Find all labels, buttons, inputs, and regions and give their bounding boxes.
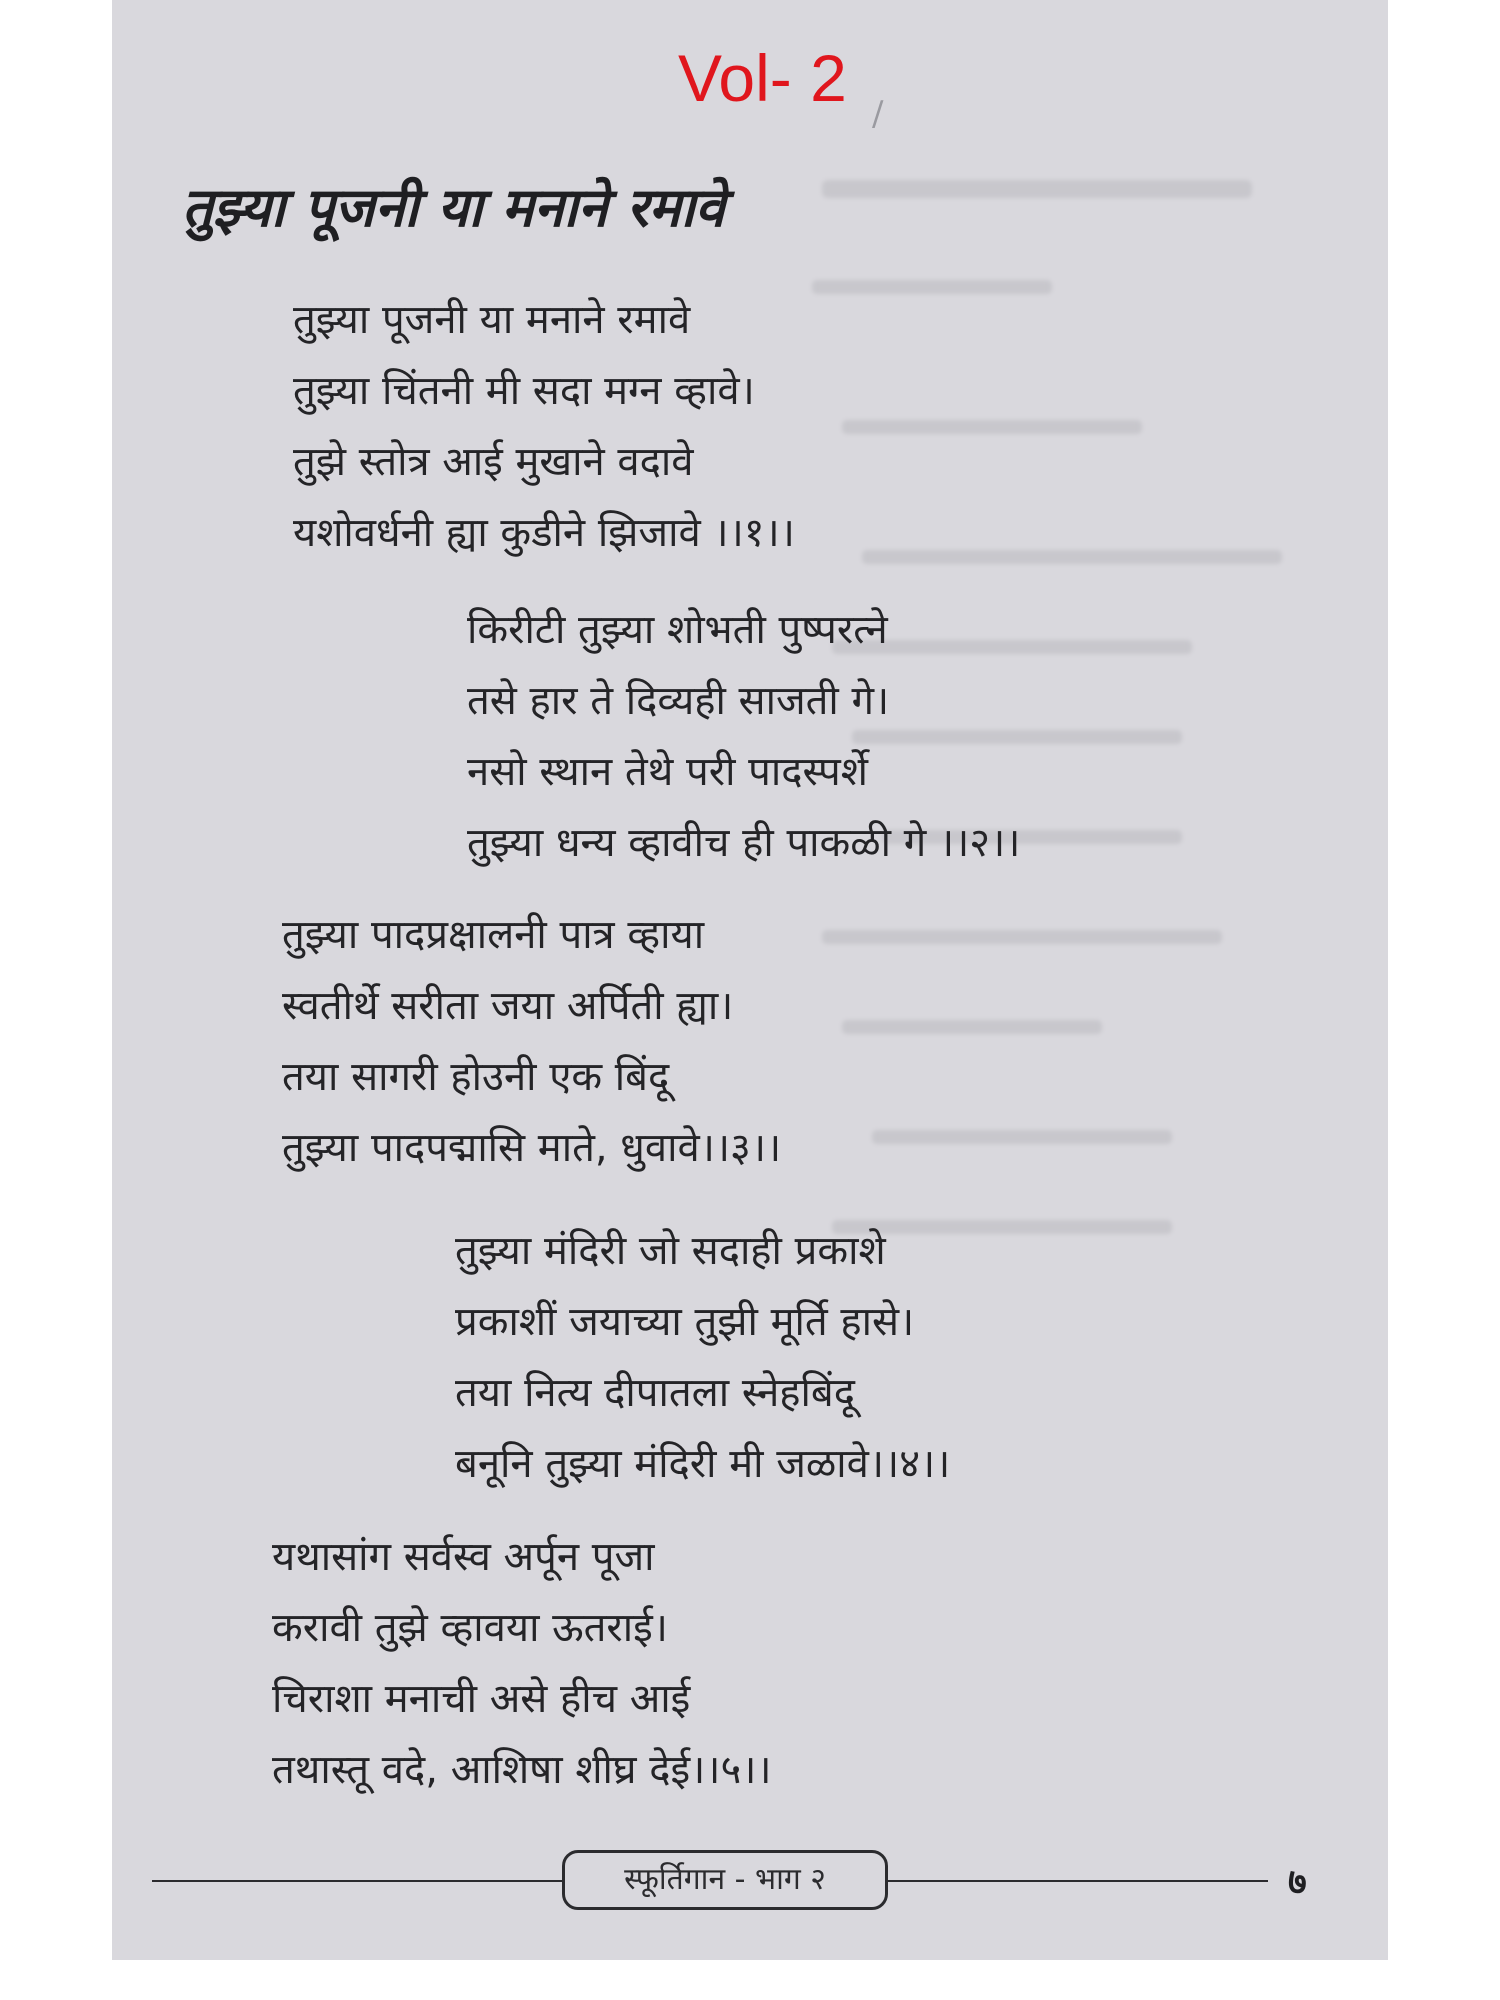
page-number: ७ [1288,1862,1307,1903]
verse-line: तुझ्या धन्य व्हावीच ही पाकळी गे ।।२।। [467,820,1021,866]
verse-line: तुझ्या पूजनी या मनाने रमावे [293,297,691,343]
verse-line: तुझ्या मंदिरी जो सदाही प्रकाशे [455,1228,886,1274]
verse-line: यथासांग सर्वस्व अर्पून पूजा [272,1534,655,1580]
footer-rule-right [888,1880,1268,1882]
verse-line: तया सागरी होउनी एक बिंदू [282,1054,670,1100]
verse-line: तुझ्या पादप्रक्षालनी पात्र व्हाया [282,912,705,958]
stanza-3 [282,900,781,1184]
verse-line: करावी तुझे व्हावया ऊतराई। [272,1605,668,1651]
verse-line: तसे हार ते दिव्यही साजती गे। [467,678,890,724]
verse-line: तुझ्या पादपद्मासि माते, धुवावे।।३।। [282,1125,782,1171]
stanza-2 [467,595,1020,879]
verse-line: नसो स्थान तेथे परी पादस्पर्शे [467,749,868,795]
verse-line: चिराशा मनाची असे हीच आई [272,1676,691,1722]
verse-line: तुझे स्तोत्र आई मुखाने वदावे [293,439,694,485]
volume-label: Vol- 2 [678,41,847,115]
verse-line: स्वतीर्थे सरीता जया अर्पिती ह्या। [282,983,734,1029]
verse-line: प्रकाशीं जयाच्या तुझी मूर्ति हासे। [455,1299,915,1345]
stanza-4 [455,1216,950,1500]
verse-line: बनूनि तुझ्या मंदिरी मी जळावे।।४।। [455,1441,951,1487]
stanza-5 [272,1522,772,1806]
verse-line: तथास्तू वदे, आशिषा शीघ्र देई।।५।। [272,1747,772,1793]
footer-book-title: स्फूर्तिगान - भाग २ [562,1850,888,1910]
stanza-1 [293,285,795,569]
verse-line: तुझ्या चिंतनी मी सदा मग्न व्हावे। [293,368,755,414]
verse-line: किरीटी तुझ्या शोभती पुष्परत्ने [467,607,888,653]
book-page [112,0,1388,1960]
verse-line: यशोवर्धनी ह्या कुडीने झिजावे ।।१।। [293,510,795,556]
footer-rule-left [152,1880,562,1882]
poem-title: तुझ्या पूजनी या मनाने रमावे [182,176,725,239]
verse-line: तया नित्य दीपातला स्नेहबिंदू [455,1370,855,1416]
pencil-mark: / [872,94,884,134]
